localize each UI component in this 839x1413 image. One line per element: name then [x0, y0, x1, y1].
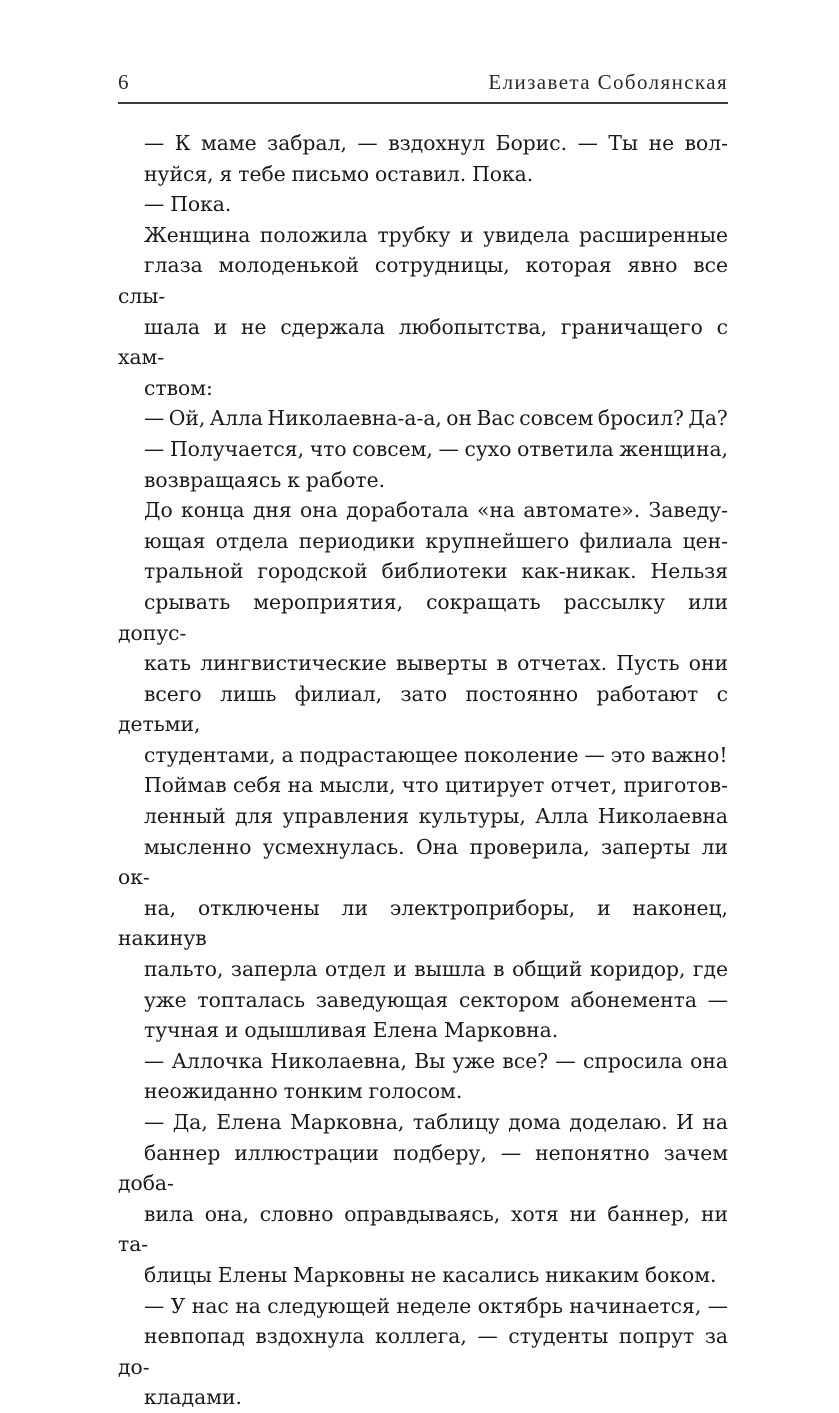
text-line: тучная и одышливая Елена Марковна. [144, 1018, 559, 1043]
text-line: — У нас на следующей неделе октябрь начинается, — [144, 1293, 728, 1318]
page-number: 6 [118, 70, 129, 94]
paragraph [118, 1107, 728, 1291]
paragraph [118, 403, 728, 434]
text-line: неожиданно тонким голосом. [144, 1079, 463, 1104]
text-line: вила она, словно оправдываясь, хотя ни баннер, ни та- [118, 1201, 728, 1257]
text-line: нуйся, я тебе письмо оставил. Пока. [144, 161, 534, 186]
text-line: ством: [144, 375, 213, 400]
text-line: — Получается, что совсем, — сухо ответила женщина, [144, 436, 728, 461]
text-line: срывать мероприятия, сокращать рассылку или допус- [118, 589, 728, 645]
text-line: блицы Елены Марковны не касались никаким боком. [144, 1262, 717, 1287]
body-text [118, 128, 728, 1413]
text-line: на, отключены ли электроприборы, и наконец, накинув [118, 895, 728, 951]
text-line: — Да, Елена Марковна, таблицу дома доделаю. И на [144, 1110, 728, 1134]
paragraph [118, 128, 728, 189]
text-line: шала и не сдержала любопытства, граничащего с хам- [118, 314, 728, 370]
text-line: уже топталась заведующая сектором абонемента — [144, 987, 728, 1012]
text-line: — К маме забрал, — вздохнул Борис. — Ты не вол- [144, 131, 728, 155]
text-line: невпопад вздохнула коллега, — студенты попрут за до- [118, 1324, 728, 1379]
text-line: возвращаясь к работе. [144, 467, 386, 492]
paragraph [118, 189, 728, 220]
text-line: тральной городской библиотеки как-никак. Нельзя [144, 559, 728, 584]
author-name: Елизавета Соболянская [488, 70, 728, 94]
text-line: Поймав себя на мысли, что цитирует отчет, приготов- [144, 773, 728, 798]
text-line: студентами, а подрастающее поколение — это важно! [144, 742, 728, 767]
paragraph [118, 770, 728, 1045]
paragraph [118, 434, 728, 495]
text-line: — Пока. [144, 192, 232, 217]
text-line: — Аллочка Николаевна, Вы уже все? — спросила она [144, 1048, 728, 1073]
text-line: ленный для управления культуры, Алла Николаевна [144, 804, 728, 829]
text-line: До конца дня она доработала «на автомате». Заведу- [144, 498, 728, 523]
running-header [118, 64, 728, 98]
header-rule [118, 102, 728, 104]
paragraph [118, 1046, 728, 1107]
text-line: Женщина положила трубку и увидела расширенные [144, 222, 728, 247]
text-line: ющая отдела периодики крупнейшего филиала цен- [144, 528, 728, 553]
book-page [118, 0, 728, 1410]
paragraph [118, 1291, 728, 1413]
text-line: глаза молоденькой сотрудницы, которая явно все слы- [118, 253, 728, 308]
text-line: — Ой, Алла Николаевна-а-а, он Вас совсем бросил? Да? [144, 406, 728, 431]
text-line: баннер иллюстрации подберу, — непонятно зачем доба- [118, 1140, 728, 1196]
text-line: мысленно усмехнулась. Она проверила, заперты ли ок- [118, 834, 728, 890]
text-line: кладами. [144, 1385, 242, 1410]
text-line: всего лишь филиал, зато постоянно работают с детьми, [118, 681, 728, 737]
paragraph [118, 220, 728, 404]
paragraph [118, 495, 728, 770]
text-line: кать лингвистические выверты в отчетах. Пусть они [144, 651, 728, 676]
text-line: пальто, заперла отдел и вышла в общий коридор, где [144, 957, 728, 982]
